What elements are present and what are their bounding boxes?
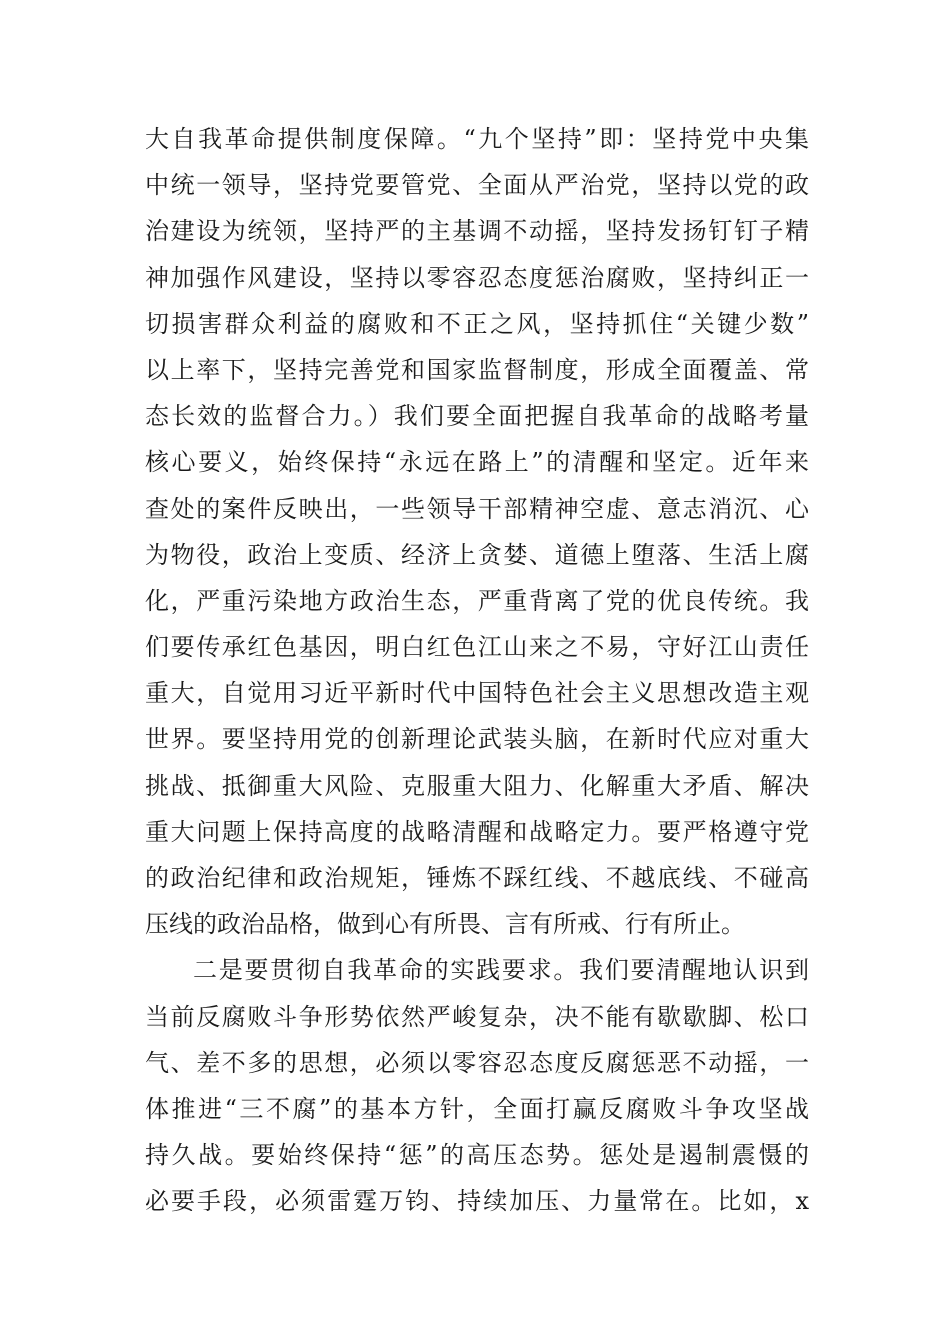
text-line: 体推进“三不腐”的基本方针，全面打赢反腐败斗争攻坚战 [145,1094,809,1123]
text-line: 挑战、抵御重大风险、克服重大阻力、化解重大矛盾、解决 [145,771,809,800]
text-line: 压线的政治品格，做到心有所畏、言有所戒、行有所止。 [145,910,745,939]
text-line: 必要手段，必须雷霆万钧、持续加压、力量常在。比如，x [145,1187,809,1216]
text-line: 查处的案件反映出，一些领导干部精神空虚、意志消沉、心 [145,494,809,523]
text-line: 当前反腐败斗争形势依然严峻复杂，决不能有歇歇脚、松口 [145,1002,809,1031]
paragraph-first-line: 二是要贯彻自我革命的实践要求。我们要清醒地认识到 [193,956,809,985]
text-line: 核心要义，始终保持“永远在路上”的清醒和坚定。近年来 [145,448,809,477]
text-line: 重大问题上保持高度的战略清醒和战略定力。要严格遵守党 [145,817,809,846]
text-line: 治建设为统领，坚持严的主基调不动摇，坚持发扬钉钉子精 [145,217,809,246]
text-line: 重大，自觉用习近平新时代中国特色社会主义思想改造主观 [145,679,809,708]
text-line: 们要传承红色基因，明白红色江山来之不易，守好江山责任 [145,633,809,662]
text-line: 的政治纪律和政治规矩，锤炼不踩红线、不越底线、不碰高 [145,864,809,892]
text-line: 切损害群众利益的腐败和不正之风，坚持抓住“关键少数” [145,309,809,338]
text-line: 神加强作风建设，坚持以零容忍态度惩治腐败，坚持纠正一 [145,263,809,292]
body-text [145,116,809,1225]
text-line: 气、差不多的思想，必须以零容忍态度反腐惩恶不动摇，一 [145,1048,809,1077]
text-line: 为物役，政治上变质、经济上贪婪、道德上堕落、生活上腐 [145,540,809,569]
text-line: 态长效的监督合力。）我们要全面把握自我革命的战略考量 [145,402,809,431]
text-line: 持久战。要始终保持“惩”的高压态势。惩处是遏制震慑的 [145,1141,809,1170]
text-line: 中统一领导，坚持党要管党、全面从严治党，坚持以党的政 [145,171,809,200]
text-line: 以上率下，坚持完善党和国家监督制度，形成全面覆盖、常 [145,355,809,384]
text-line: 大自我革命提供制度保障。“九个坚持”即：坚持党中央集 [145,125,809,153]
text-line: 化，严重污染地方政治生态，严重背离了党的优良传统。我 [145,586,809,615]
text-line: 世界。要坚持用党的创新理论武装头脑，在新时代应对重大 [145,725,809,754]
